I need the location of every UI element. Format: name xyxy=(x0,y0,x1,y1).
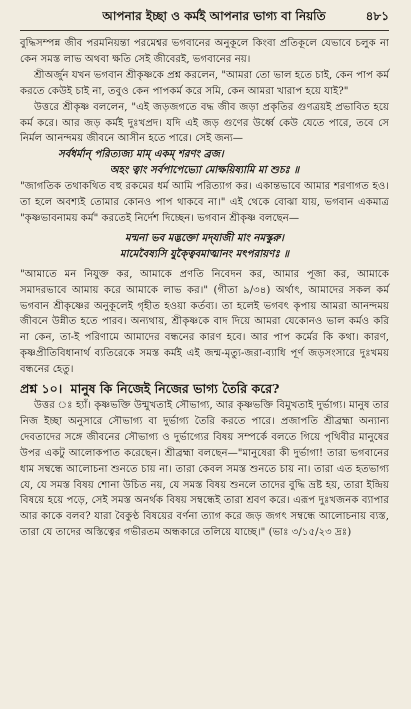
paragraph-2: শ্রীঅর্জুন যখন ভগবান শ্রীকৃষ্ণকে প্রশ্ন করলেন, "আমরা তো ভাল হতে চাই, কেন পাপ কর্ম করতে কেউই চাই না, তবুও কেন পাপকর্ম করে সমি, কেন আমরা খারাপ হয়ে যাই?" xyxy=(20,69,389,97)
question-number: প্রশ্ন ১০। xyxy=(20,381,63,397)
paragraph-1: বুদ্ধিসম্পন্ন জীব পরমনিয়ন্তা পরমেশ্বর ভগবানের অনুকূলে কিংবা প্রতিকূলে যেভাবে চলুক না কেন সমস্ত লাভ অথবা ক্ষতি সেই জীবেরই, ভগবানের নয়। xyxy=(20,38,389,65)
question-heading xyxy=(20,380,389,398)
running-title: আপনার ইচ্ছা ও কর্মই আপনার ভাগ্য বা নিয়তি xyxy=(102,9,326,23)
paragraph-5: "আমাতে মন নিযুক্ত কর, আমাকে প্রণতি নিবেদন কর, আমার পূজা কর, আমাকে সমাদরভাবে আমায় করে আমাকে লাভ কর।" (গীতা ৯/৩৪) অর্থাৎ, আমাদের সকল কর্ম ভগবান শ্রীকৃষ্ণের অনুকূলেই গৃহীত হওয়া কর্তব্য। তা হলেই ভগবৎ কৃপায় আমরা আনন্দময় জীবনে উন্নীত হতে পারব। অন্যথায়, শ্রীকৃষ্ণকে বাদ দিয়ে আমরা যেকোনও ভাল কর্মও করি না কেন, তা-ই পরিণামে আমাদের বন্ধনের কারণ হবে। আর পাপ কর্মের কি কথা। কারণ, কৃষ্ণপ্রীতিবিধানার্থ ব্যতিরেকে সমস্ত কর্মই এই জন্ম-মৃত্যু-জরা-ব্যাধি পূর্ণ জড়সংসারে দুঃখময় বন্ধনের হেতু। xyxy=(20,268,389,376)
paragraph-4: "জাগতিক তথাকথিত বহু রকমের ধর্ম আমি পরিত্যাগ কর। একান্তভাবে আমার শরণাগত হও। তা হলে অবশ্যই তোমার কোনও পাপ থাকবে না।" এই থেকে বোঝা যায়, ভগবান একমাত্র "কৃষ্ণভাবনাময় কর্ম" করতেই নির্দেশ দিচ্ছেন। ভগবান শ্রীকৃষ্ণ বলছেন— xyxy=(20,181,389,224)
page-header xyxy=(20,8,389,31)
verse-line-2: অহং ত্বাং সর্বপাপেভ্যো মোক্ষয়িষ্যামি মা শুচঃ ॥ xyxy=(109,164,300,177)
page-number: ৪৮১ xyxy=(365,9,389,23)
verse-line-1: সর্বধর্মান্ পরিত্যজ্য মাম্ একম্ শরণং ব্রজ। xyxy=(58,148,224,161)
verse-line-4: মামেবৈষ্যসি যুক্ত্বৈবমাত্মানং মৎপরায়ণঃ ॥ xyxy=(119,247,290,260)
verse-line-3: মন্মনা ভব মদ্ভক্তো মদ্‌যাজী মাং নমস্কুরু। xyxy=(125,231,284,244)
question-text: মানুষ কি নিজেই নিজের ভাগ্য তৈরি করে? xyxy=(70,381,280,397)
paragraph-3: উত্তরে শ্রীকৃষ্ণ বললেন, "এই জড়জগতে বদ্ধ জীব জড়া প্রকৃতির গুণত্রয়ই প্রভাবিত হয়ে কর্ম করে। আর জড় কর্মই দুঃখপ্রদ। যদি এই জড় গুণের উর্ধ্বে কেউ যেতে পারে, তবে সে নির্মল আনন্দময় জীবনে আসীন হতে পারে। সেই জন্য— xyxy=(20,101,389,145)
answer-paragraph: উত্তর ঃ হ্যাঁ। কৃষ্ণভক্তি উন্মুখতাই সৌভাগ্য, আর কৃষ্ণভক্তি বিমুখতাই দুর্ভাগ্য। মানুষ তার নিজ ইচ্ছা অনুসারে সৌভাগ্য বা দুর্ভাগ্য তৈরি করতে পারে। প্রজাপতি শ্রীব্রহ্মা অন্যান্য দেবতাদের সঙ্গে জীবনের সৌভাগ্য ও দুর্ভাগ্যের বিষয় সম্পর্কে বলতে গিয়ে পৃথিবীর মানুষের উপর একটু আলোকপাত করেছেন। শ্রীব্রহ্মা বলছেন—"মানুষেরা কী দুর্ভাগা! তারা ভগবানের ধাম সম্বন্ধে আলোচনা শুনতে চায় না। তারা কেবল সমস্ত শুনতে চায় না। তারা এত হতভাগ্য যে, যে সমস্ত বিষয় শোনা উচিত নয়, যে সমস্ত বিষয় শুনলে তাদের বুদ্ধি ভ্রষ্ট হয়, তারা ইন্দ্রিয় বিষয়ে হয়ে পড়ে, সেই সমস্ত অনর্থক বিষয় সম্বন্ধেই তারা শ্রবণ করে। এরূপ দুঃখজনক ব্যাপার আর কাকে বলব? যারা বৈকুণ্ঠ বিষয়ের বর্ণনা ত্যাগ করে জড় জগৎ সম্বন্ধে আলোচনায় ব্যস্ত, তারা যে তাদের অস্তিত্বের গভীরতম অন্ধকারে তলিয়ে যাচ্ছে।" (ভাঃ ৩/১৫/২৩ দ্রঃ) xyxy=(20,400,389,539)
